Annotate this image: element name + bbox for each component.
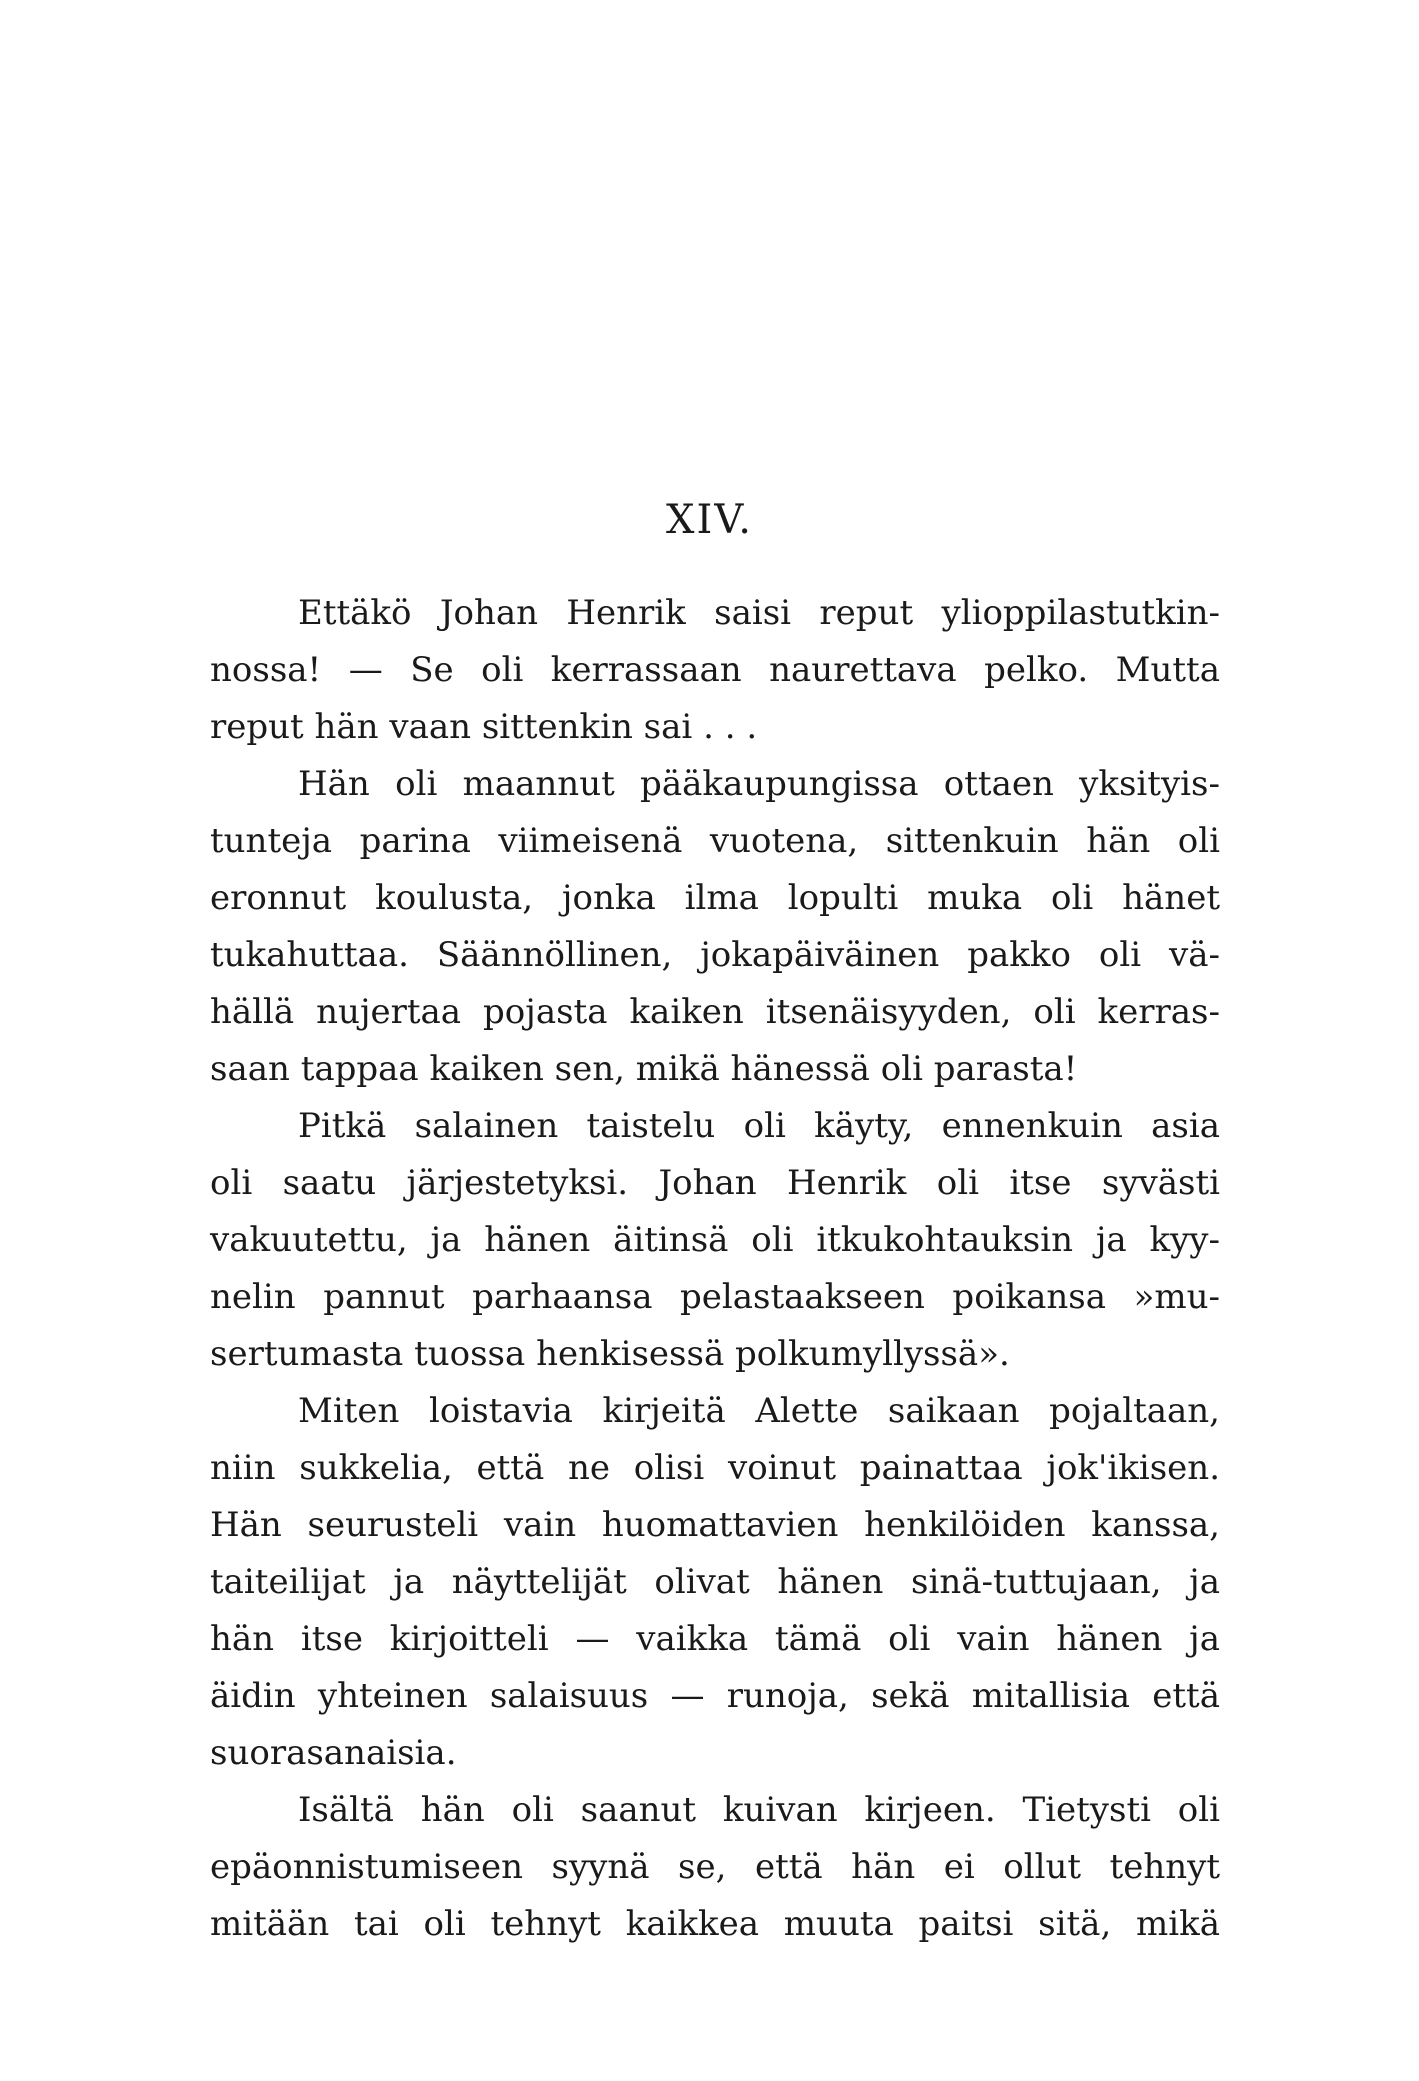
- text-line: äidin yhteinen salaisuus — runoja, sekä mitallisia että: [210, 1676, 1220, 1716]
- text-line: epäonnistumiseen syynä se, että hän ei ollut tehnyt: [210, 1847, 1220, 1887]
- chapter-title: XIV.: [666, 497, 753, 543]
- text-line: nossa! — Se oli kerrassaan naurettava pelko. Mutta: [210, 650, 1220, 690]
- text-line: vakuutettu, ja hänen äitinsä oli itkukohtauksin ja kyy-: [210, 1220, 1220, 1260]
- text-line: suorasanaisia.: [210, 1733, 457, 1773]
- text-line: taiteilijat ja näyttelijät olivat hänen sinä-tuttujaan, ja: [210, 1562, 1220, 1602]
- text-line: Hän seurusteli vain huomattavien henkilöiden kanssa,: [210, 1505, 1220, 1545]
- text-line: sertumasta tuossa henkisessä polkumyllyssä».: [210, 1334, 1010, 1374]
- text-line: nelin pannut parhaansa pelastaakseen poikansa »mu-: [210, 1277, 1220, 1317]
- text-line: tunteja parina viimeisenä vuotena, sittenkuin hän oli: [210, 821, 1220, 861]
- text-line: reput hän vaan sittenkin sai . . .: [210, 707, 758, 747]
- text-line: saan tappaa kaiken sen, mikä hänessä oli parasta!: [210, 1049, 1078, 1089]
- text-line: Isältä hän oli saanut kuivan kirjeen. Tietysti oli: [298, 1790, 1220, 1830]
- text-line: mitään tai oli tehnyt kaikkea muuta paitsi sitä, mikä: [210, 1904, 1220, 1944]
- text-line: Ettäkö Johan Henrik saisi reput ylioppilastutkin-: [298, 593, 1220, 633]
- text-line: niin sukkelia, että ne olisi voinut painattaa jok'ikisen.: [210, 1448, 1220, 1488]
- text-line: hällä nujertaa pojasta kaiken itsenäisyyden, oli kerras-: [210, 992, 1220, 1032]
- text-line: Pitkä salainen taistelu oli käyty, ennenkuin asia: [298, 1106, 1220, 1146]
- body-text: [210, 585, 1220, 1953]
- text-line: oli saatu järjestetyksi. Johan Henrik oli itse syvästi: [210, 1163, 1220, 1203]
- text-line: tukahuttaa. Säännöllinen, jokapäiväinen pakko oli vä-: [210, 935, 1220, 975]
- text-line: Miten loistavia kirjeitä Alette saikaan pojaltaan,: [298, 1391, 1220, 1431]
- text-line: Hän oli maannut pääkaupungissa ottaen yksityis-: [298, 764, 1220, 804]
- text-line: eronnut koulusta, jonka ilma lopulti muka oli hänet: [210, 878, 1220, 918]
- text-line: hän itse kirjoitteli — vaikka tämä oli vain hänen ja: [210, 1619, 1220, 1659]
